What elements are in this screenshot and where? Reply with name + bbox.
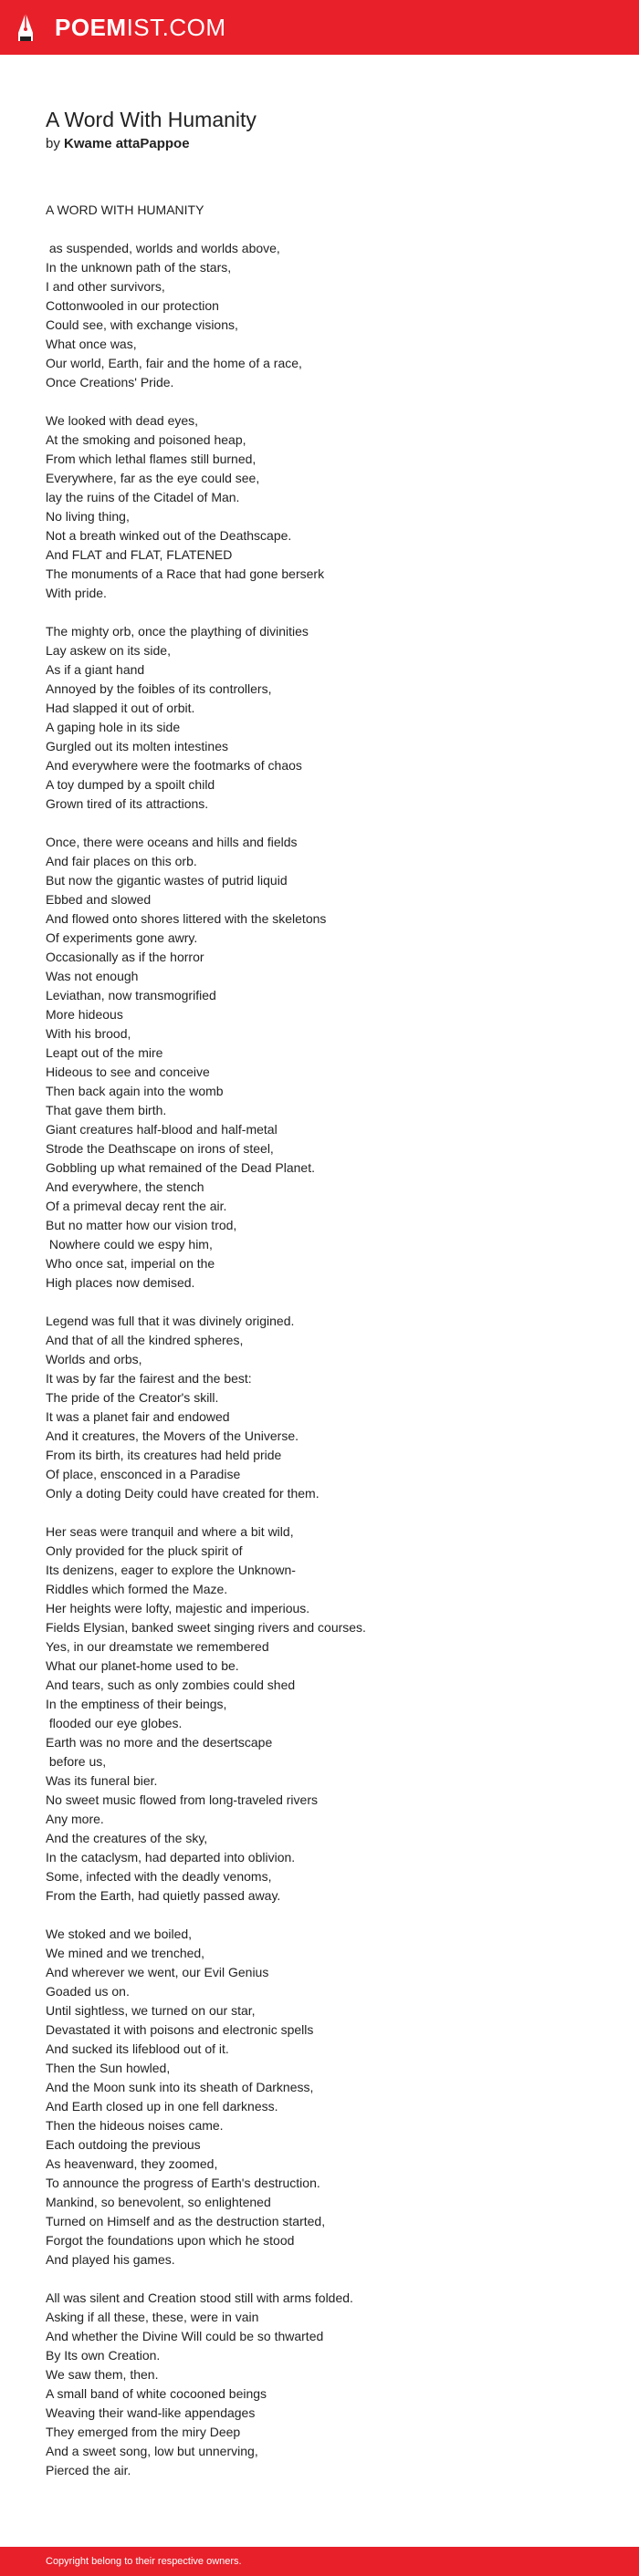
poem-line: By Its own Creation. [46, 2348, 161, 2363]
poem-line: We stoked and we boiled, [46, 1927, 193, 1941]
site-logo[interactable] [55, 13, 226, 42]
logo-bold-text: POEM [55, 14, 127, 41]
poem-line: And the creatures of the sky, [46, 1831, 208, 1845]
poem-line: In the emptiness of their beings, [46, 1697, 227, 1711]
stanza [46, 2289, 612, 2480]
poem-line: Pierced the air. [46, 2463, 131, 2477]
poem-line: lay the ruins of the Citadel of Man. [46, 490, 240, 504]
poem-line: It was a planet fair and endowed [46, 1409, 230, 1424]
poem-line: We looked with dead eyes, [46, 413, 199, 428]
poem-line: Leapt out of the mire [46, 1045, 163, 1060]
poem-line: In the cataclysm, had departed into oblivion. [46, 1850, 296, 1864]
poem-line: Once Creations' Pride. [46, 375, 174, 390]
poem-line: Annoyed by the foibles of its controllers, [46, 681, 272, 696]
poem-line: I and other survivors, [46, 279, 165, 294]
poem-line: The mighty orb, once the plaything of divinities [46, 624, 309, 639]
poem-line: Earth was no more and the desertscape [46, 1735, 273, 1750]
poem-line: Gobbling up what remained of the Dead Planet. [46, 1160, 315, 1175]
poem-line: And FLAT and FLAT, FLATENED [46, 547, 233, 562]
poem-line: Riddles which formed the Maze. [46, 1582, 228, 1596]
poem-line: The pride of the Creator's skill. [46, 1390, 219, 1405]
poem-line: Then back again into the womb [46, 1084, 224, 1098]
stanza [46, 833, 612, 1293]
poem-line: Devastated it with poisons and electronic spells [46, 2022, 314, 2037]
poem-line: And fair places on this orb. [46, 854, 197, 868]
poem-line: A small band of white cocooned beings [46, 2386, 267, 2401]
poem-line: Not a breath winked out of the Deathscape. [46, 528, 292, 543]
poem-line: Our world, Earth, fair and the home of a race, [46, 356, 302, 370]
poem-line: From its birth, its creatures had held pride [46, 1448, 282, 1462]
poem-line: And everywhere, the stench [46, 1179, 204, 1194]
poem-line: Any more. [46, 1812, 104, 1826]
poem-line: From which lethal flames still burned, [46, 452, 257, 466]
poem-line: And a sweet song, low but unnerving, [46, 2444, 258, 2458]
poem-line: Of experiments gone awry. [46, 930, 198, 945]
poem-line: Turned on Himself and as the destruction started, [46, 2214, 326, 2228]
poem-line: From the Earth, had quietly passed away. [46, 1888, 281, 1903]
copyright-notice: Copyright belong to their respective owners. [46, 2556, 242, 2567]
poem-line: Mankind, so benevolent, so enlightened [46, 2195, 271, 2209]
poem-line: What our planet-home used to be. [46, 1658, 239, 1673]
poem-heading: A WORD WITH HUMANITY [46, 203, 204, 217]
poem-line: Her seas were tranquil and where a bit wild, [46, 1524, 294, 1539]
poem-line: before us, [46, 1754, 107, 1769]
poem-line: Occasionally as if the horror [46, 950, 204, 964]
poem-line: Worlds and orbs, [46, 1352, 142, 1366]
poem-line: We saw them, then. [46, 2367, 159, 2382]
poem-line: Each outdoing the previous [46, 2137, 201, 2152]
stanza [46, 239, 612, 392]
poem-line: Nowhere could we espy him, [46, 1237, 213, 1252]
poem-line: Weaving their wand-like appendages [46, 2405, 256, 2420]
poem-line: Strode the Deathscape on irons of steel, [46, 1141, 274, 1156]
poem-line: Of place, ensconced in a Paradise [46, 1467, 241, 1481]
poem-line: More hideous [46, 1007, 123, 1022]
poem-line: And it creatures, the Movers of the Universe. [46, 1428, 299, 1443]
byline-prefix: by [46, 136, 65, 151]
poem-line: Everywhere, far as the eye could see, [46, 471, 260, 485]
poem-line: They emerged from the miry Deep [46, 2425, 241, 2439]
poem-line: We mined and we trenched, [46, 1946, 205, 1960]
poem-line: Only provided for the pluck spirit of [46, 1543, 243, 1558]
poem-line: And everywhere were the footmarks of chaos [46, 758, 302, 773]
poem-body [46, 201, 612, 2499]
poem-line: Had slapped it out of orbit. [46, 701, 195, 715]
poem-line: With his brood, [46, 1026, 131, 1041]
poem-line: What once was, [46, 337, 137, 351]
poem-line: All was silent and Creation stood still with arms folded. [46, 2290, 353, 2305]
poem-line: Legend was full that it was divinely origined. [46, 1314, 295, 1328]
poem-line: With pride. [46, 586, 107, 600]
poem-line: As heavenward, they zoomed, [46, 2156, 218, 2171]
poem-line: Fields Elysian, banked sweet singing rivers and courses. [46, 1620, 366, 1635]
poem-line: No living thing, [46, 509, 130, 524]
poem-line: That gave them birth. [46, 1103, 167, 1117]
poem-line: Who once sat, imperial on the [46, 1256, 215, 1271]
stanza [46, 1312, 612, 1503]
poem-line: flooded our eye globes. [46, 1716, 183, 1730]
poem-line: No sweet music flowed from long-traveled rivers [46, 1792, 318, 1807]
poem-line: Hideous to see and conceive [46, 1065, 210, 1079]
poem-line: Giant creatures half-blood and half-metal [46, 1122, 278, 1137]
poem-line: And that of all the kindred spheres, [46, 1333, 244, 1347]
poem-line: And sucked its lifeblood out of it. [46, 2041, 229, 2056]
poem-line: A toy dumped by a spoilt child [46, 777, 215, 792]
poem-line: The monuments of a Race that had gone berserk [46, 566, 325, 581]
logo-light-text: IST.COM [126, 14, 226, 41]
poem-line: Yes, in our dreamstate we remembered [46, 1639, 269, 1654]
poem-line: Then the Sun howled, [46, 2061, 171, 2075]
site-footer [0, 2547, 639, 2576]
poem-line: To announce the progress of Earth's destruction. [46, 2176, 320, 2190]
author-name[interactable]: Kwame attaPappoe [64, 136, 190, 151]
poem-title: A Word With Humanity [46, 108, 257, 131]
poem-line: Was its funeral bier. [46, 1773, 158, 1788]
poem-line: At the smoking and poisoned heap, [46, 432, 246, 447]
poem-line: Only a doting Deity could have created for them. [46, 1486, 320, 1501]
poem-line: Until sightless, we turned on our star, [46, 2003, 256, 2018]
poem-line: Asking if all these, these, were in vain [46, 2310, 259, 2324]
poem-line: And played his games. [46, 2252, 175, 2267]
poem-line: Gurgled out its molten intestines [46, 739, 228, 753]
stanza [46, 1522, 612, 1906]
poem-line: In the unknown path of the stars, [46, 260, 232, 275]
poem-line: Grown tired of its attractions. [46, 796, 209, 811]
poem-line: As if a giant hand [46, 662, 145, 677]
poem-line: Her heights were lofty, majestic and imperious. [46, 1601, 310, 1615]
poem-line: And flowed onto shores littered with the skeletons [46, 911, 327, 926]
stanza [46, 622, 612, 814]
poem-line: Could see, with exchange visions, [46, 317, 238, 332]
poem-line: And Earth closed up in one fell darkness. [46, 2099, 278, 2114]
poem-line: Then the hideous noises came. [46, 2118, 224, 2133]
poem-line: And whether the Divine Will could be so thwarted [46, 2329, 324, 2343]
poem-line: And wherever we went, our Evil Genius [46, 1965, 269, 1979]
pen-nib-icon[interactable] [16, 11, 35, 44]
poem-line: It was by far the fairest and the best: [46, 1371, 252, 1386]
poem-line: Of a primeval decay rent the air. [46, 1199, 227, 1213]
poem-line: Forgot the foundations upon which he stood [46, 2233, 295, 2248]
poem-line: High places now demised. [46, 1275, 195, 1290]
poem-line: Leviathan, now transmogrified [46, 988, 216, 1002]
poem-line: Goaded us on. [46, 1984, 130, 1999]
poem-line: But now the gigantic wastes of putrid liquid [46, 873, 288, 888]
poem-line: Its denizens, eager to explore the Unknown- [46, 1563, 296, 1577]
poem-line: And the Moon sunk into its sheath of Darkness, [46, 2080, 314, 2094]
poem-line: as suspended, worlds and worlds above, [46, 241, 280, 255]
poem-line: Ebbed and slowed [46, 892, 152, 907]
stanza [46, 411, 612, 603]
poem-line: A gaping hole in its side [46, 720, 181, 734]
poem-line: Lay askew on its side, [46, 643, 171, 658]
poem-line: Cottonwooled in our protection [46, 298, 219, 313]
poem-line: And tears, such as only zombies could shed [46, 1678, 296, 1692]
poem-byline [46, 135, 190, 153]
poem-line: But no matter how our vision trod, [46, 1218, 237, 1232]
poem-line: Was not enough [46, 969, 139, 983]
site-header [0, 0, 639, 55]
poem-line: Some, infected with the deadly venoms, [46, 1869, 272, 1884]
stanza [46, 1925, 612, 2270]
poem-line: Once, there were oceans and hills and fields [46, 835, 298, 849]
